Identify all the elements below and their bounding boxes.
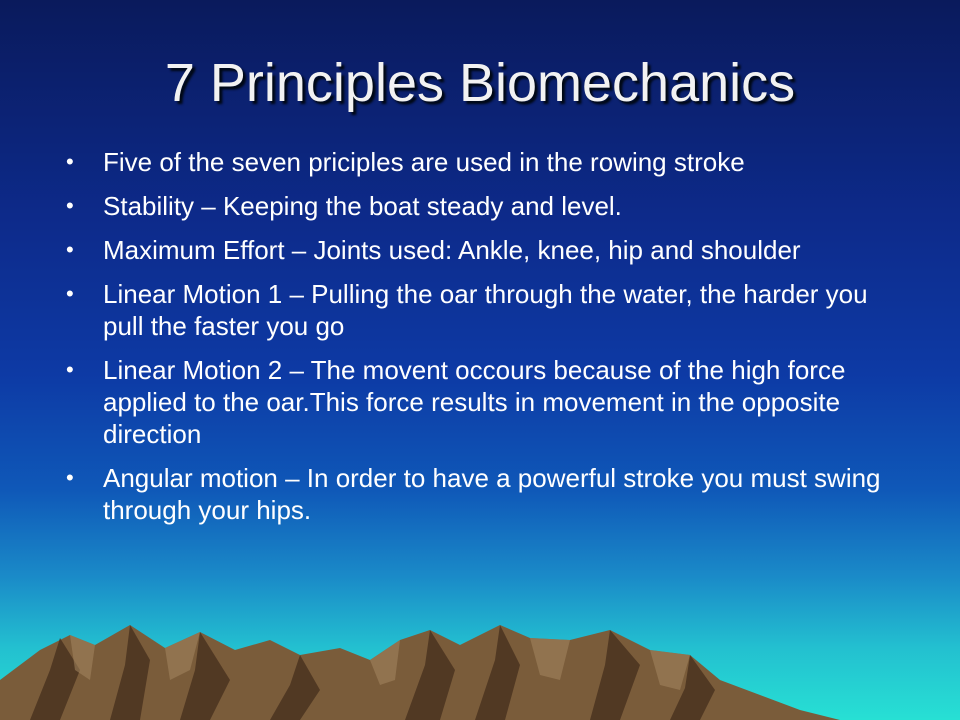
bullet-icon: • <box>66 357 74 382</box>
bullet-item <box>60 278 915 342</box>
bullet-text: Angular motion – In order to have a powerful stroke you must swing through your hips. <box>103 463 881 525</box>
bullet-item <box>60 190 915 222</box>
bullet-item <box>60 234 915 266</box>
bullet-icon: • <box>66 281 74 306</box>
bullet-item <box>60 146 915 178</box>
bullet-icon: • <box>66 193 74 218</box>
bullet-text: Stability – Keeping the boat steady and level. <box>103 191 622 221</box>
bullet-icon: • <box>66 465 74 490</box>
bullet-icon: • <box>66 237 74 262</box>
bullet-icon: • <box>66 149 74 174</box>
slide-title: 7 Principles Biomechanics <box>164 53 796 113</box>
bullet-text: Linear Motion 1 – Pulling the oar through the water, the harder you pull the faster you go <box>103 279 868 341</box>
bullet-list <box>60 146 915 538</box>
bullet-item <box>60 354 915 450</box>
mountain-range-illustration <box>0 610 960 720</box>
bullet-text: Five of the seven priciples are used in the rowing stroke <box>103 147 745 177</box>
bullet-text: Maximum Effort – Joints used: Ankle, knee, hip and shoulder <box>103 235 801 265</box>
bullet-text: Linear Motion 2 – The movent occours because of the high force applied to the oar.This force results in movement in the opposite direction <box>103 355 846 449</box>
bullet-item <box>60 462 915 526</box>
